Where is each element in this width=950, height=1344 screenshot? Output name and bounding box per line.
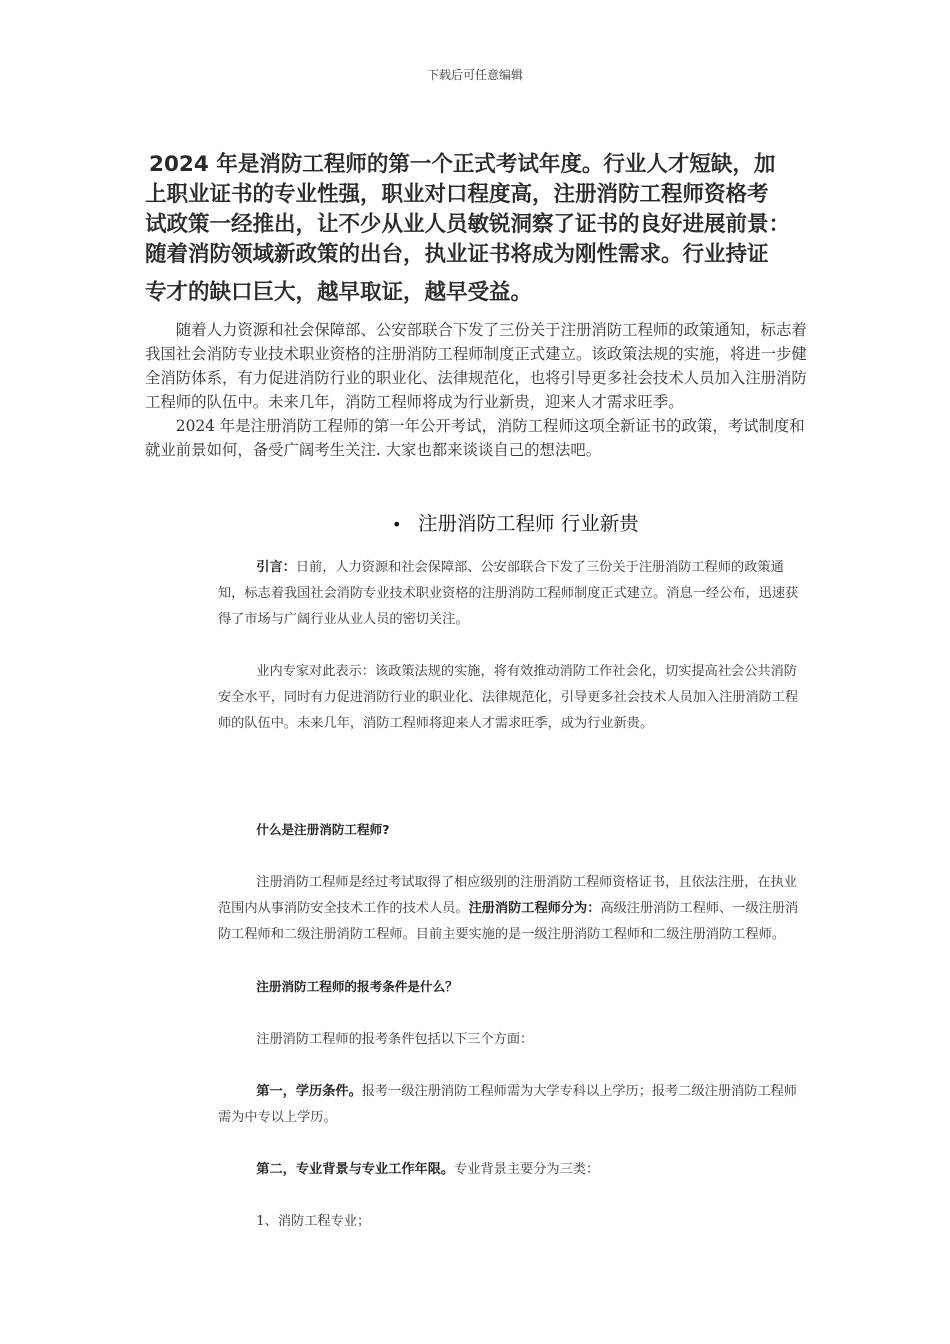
headline-line: 专才的缺口巨大，越早取证，越早受益。 bbox=[145, 280, 533, 305]
article-body bbox=[218, 555, 808, 1235]
list-item: 1、消防工程专业； bbox=[256, 1214, 371, 1229]
question-heading bbox=[218, 817, 808, 844]
emphasis-text: 第二，专业背景与专业工作年限。 bbox=[256, 1162, 455, 1177]
intro-section bbox=[145, 318, 810, 462]
emphasis-text: 注册消防工程师分为： bbox=[468, 901, 601, 916]
headline-line: 2024 年是消防工程师的第一个正式考试年度。行业人才短缺，加 bbox=[149, 152, 776, 177]
bullet-icon: • bbox=[392, 515, 402, 534]
paragraph-text: 报考一级注册消防工程师需为大学专科以上学历；报考二级注册消防工程师需为中专以上学历。 bbox=[218, 1084, 797, 1125]
article-paragraph bbox=[218, 555, 808, 633]
emphasis-text: 第一，学历条件。 bbox=[256, 1084, 362, 1099]
headline-line: 上职业证书的专业性强，职业对口程度高，注册消防工程师资格考 bbox=[145, 182, 769, 207]
question-text: 注册消防工程师的报考条件是什么？ bbox=[256, 979, 458, 994]
headline bbox=[145, 150, 805, 308]
paragraph-text: 日前，人力资源和社会保障部、公安部联合下发了三份关于注册消防工程师的政策通知，标志着我国社会消防专业技术职业资格的注册消防工程师制度正式建立。消息一经公布，迅速获得了市场与广阔行业从业人员的密切关注。 bbox=[218, 560, 799, 627]
section-heading-text: 注册消防工程师 行业新贵 bbox=[418, 512, 639, 535]
article-paragraph bbox=[218, 1157, 808, 1183]
paragraph-text: 高级注册消防工程师、一级注册消防工程师和二级注册消防工程师。目前主要实施的是一级注册消防工程师和二级注册消防工程师。 bbox=[218, 901, 799, 942]
headline-line: 随着消防领域新政策的出台，执业证书将成为刚性需求。行业持证 bbox=[145, 242, 769, 267]
question-heading bbox=[218, 974, 808, 1001]
intro-label: 引言： bbox=[256, 560, 296, 575]
question-text: 什么是注册消防工程师? bbox=[256, 822, 390, 837]
article-paragraph: 注册消防工程师的报考条件包括以下三个方面： bbox=[256, 1032, 534, 1047]
header-note: 下载后可任意编辑 bbox=[426, 68, 523, 82]
paragraph-text: 专业背景主要分为三类： bbox=[454, 1162, 600, 1177]
article-paragraph bbox=[218, 870, 808, 948]
section-heading bbox=[392, 508, 639, 536]
headline-line: 试政策一经推出，让不少从业人员敏锐洞察了证书的良好进展前景： bbox=[145, 212, 791, 237]
intro-paragraph: 随着人力资源和社会保障部、公安部联合下发了三份关于注册消防工程师的政策通知，标志着我国社会消防专业技术职业资格的注册消防工程师制度正式建立。该政策法规的实施，将进一步健全消防体系，有力促进消防行业的职业化、法律规范化，也将引导更多社会技术人员加入注册消防工程师的队伍中。未来几年，消防工程师将成为行业新贵，迎来人才需求旺季。 bbox=[145, 321, 807, 411]
paragraph-text: 注册消防工程师是经过考试取得了相应级别的注册消防工程师资格证书，且依法注册，在执业范围内从事消防安全技术工作的技术人员。 bbox=[218, 875, 797, 916]
article-paragraph bbox=[218, 1079, 808, 1131]
intro-paragraph: 2024 年是注册消防工程师的第一年公开考试，消防工程师这项全新证书的政策，考试制度和就业前景如何，备受广阔考生关注. 大家也都来谈谈自己的想法吧。 bbox=[145, 417, 805, 459]
article-paragraph: 业内专家对此表示：该政策法规的实施，将有效推动消防工作社会化，切实提高社会公共消防安全水平，同时有力促进消防行业的职业化、法律规范化，引导更多社会技术人员加入注册消防工程师的队伍中。未来几年，消防工程师将迎来人才需求旺季，成为行业新贵。 bbox=[218, 664, 799, 731]
